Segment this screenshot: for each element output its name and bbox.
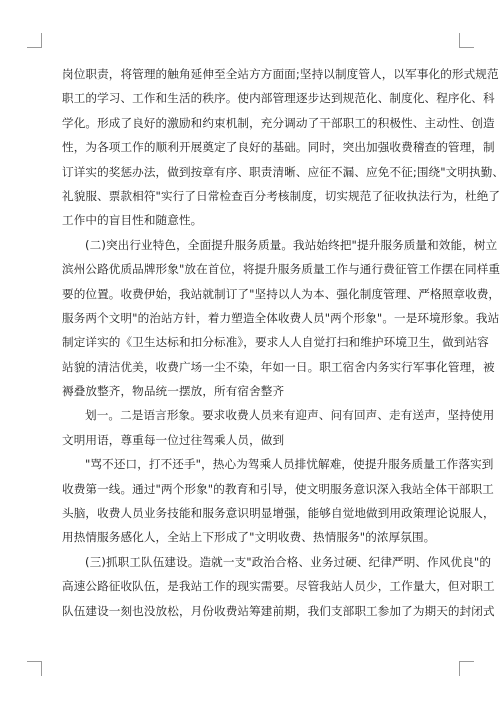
crop-mark-top-left (27, 33, 42, 48)
text-line: 滨州公路优质品牌形象"放在首位，将提升服务质量工作与通行费征管工作摆在同样重 (62, 262, 501, 277)
document-body (62, 62, 504, 623)
text-line: 用热情服务感化人，全站上下形成了"文明收费、热情服务"的浓厚氛围。 (62, 530, 436, 545)
text-line: (二)突出行业特色，全面提升服务质量。我站始终把"提升服务质量和效能，树立 (85, 237, 498, 252)
text-line: 制定详实的《卫生达标和扣分标准》，要求人人自觉打扫和维护环境卫生，做到站容 (62, 335, 489, 350)
text-line: 划一。二是语言形象。要求收费人员来有迎声、问有回声、走有送声，坚持使用 (85, 408, 495, 423)
text-line: 收费第一线。通过"两个形象"的教育和引导，使文明服务意识深入我站全体干部职工 (62, 481, 494, 496)
text-line: 褥叠放整齐，物品统一摆放，所有宿舍整齐 (62, 384, 285, 399)
text-line: 要的位置。收费伊始，我站就制订了"坚持以人为本、强化制度管理、严格照章收费， (62, 286, 501, 301)
text-line: 高速公路征收队伍，是我站工作的现实需要。尽管我站人员少，工作量大，但对职工 (62, 579, 495, 594)
text-line: 礼貌服、票款相符"实行了日常检查百分考核制度，切实规范了征收执法行为，杜绝了 (62, 188, 501, 203)
text-line: 工作中的盲目性和随意性。 (62, 213, 203, 228)
text-line: 订详实的奖惩办法，做到按章有序、职责清晰、应征不漏、应免不征;围绕"文明执勤、 (62, 164, 504, 179)
text-line: 学化。形成了良好的激励和约束机制，充分调动了干部职工的积极性、主动性、创造 (62, 115, 495, 130)
text-line: 岗位职责，将管理的触角延伸至全站方方面面;坚持以制度管人，以军事化的形式规范 (62, 67, 499, 81)
text-line: 站貌的清洁优美，收费广场一尘不染，年如一日。职工宿舍内务实行军事化管理，被 (62, 359, 495, 374)
crop-mark-bottom-left (27, 661, 42, 676)
crop-mark-top-right (459, 33, 474, 48)
text-line: 队伍建设一刻也没放松，月份收费站筹建前期，我们支部职工参加了为期天的封闭式 (62, 603, 495, 618)
text-line: "骂不还口，打不还手"，热心为驾乘人员排忧解难，使提升服务质量工作落实到 (85, 457, 494, 472)
text-line: 职工的学习、工作和生活的秩序。使内部管理逐步达到规范化、制度化、程序化、科 (62, 91, 495, 106)
text-line: 性，为各项工作的顺利开展奠定了良好的基础。同时，突出加强收费稽查的管理，制 (62, 140, 495, 155)
crop-mark-bottom-right (459, 661, 474, 676)
text-line: (三)抓职工队伍建设。造就一支"政治合格、业务过硬、纪律严明、作风优良"的 (85, 554, 492, 569)
text-line: 头脑，收费人员业务技能和服务意识明显增强，能够自觉地做到用政策理论说服人， (62, 506, 495, 521)
text-line: 服务两个文明"的治站方针，着力塑造全体收费人员"两个形象"。一是环境形象。我站 (62, 310, 500, 325)
text-line: 文明用语，尊重每一位过往驾乘人员，做到 (62, 432, 285, 447)
